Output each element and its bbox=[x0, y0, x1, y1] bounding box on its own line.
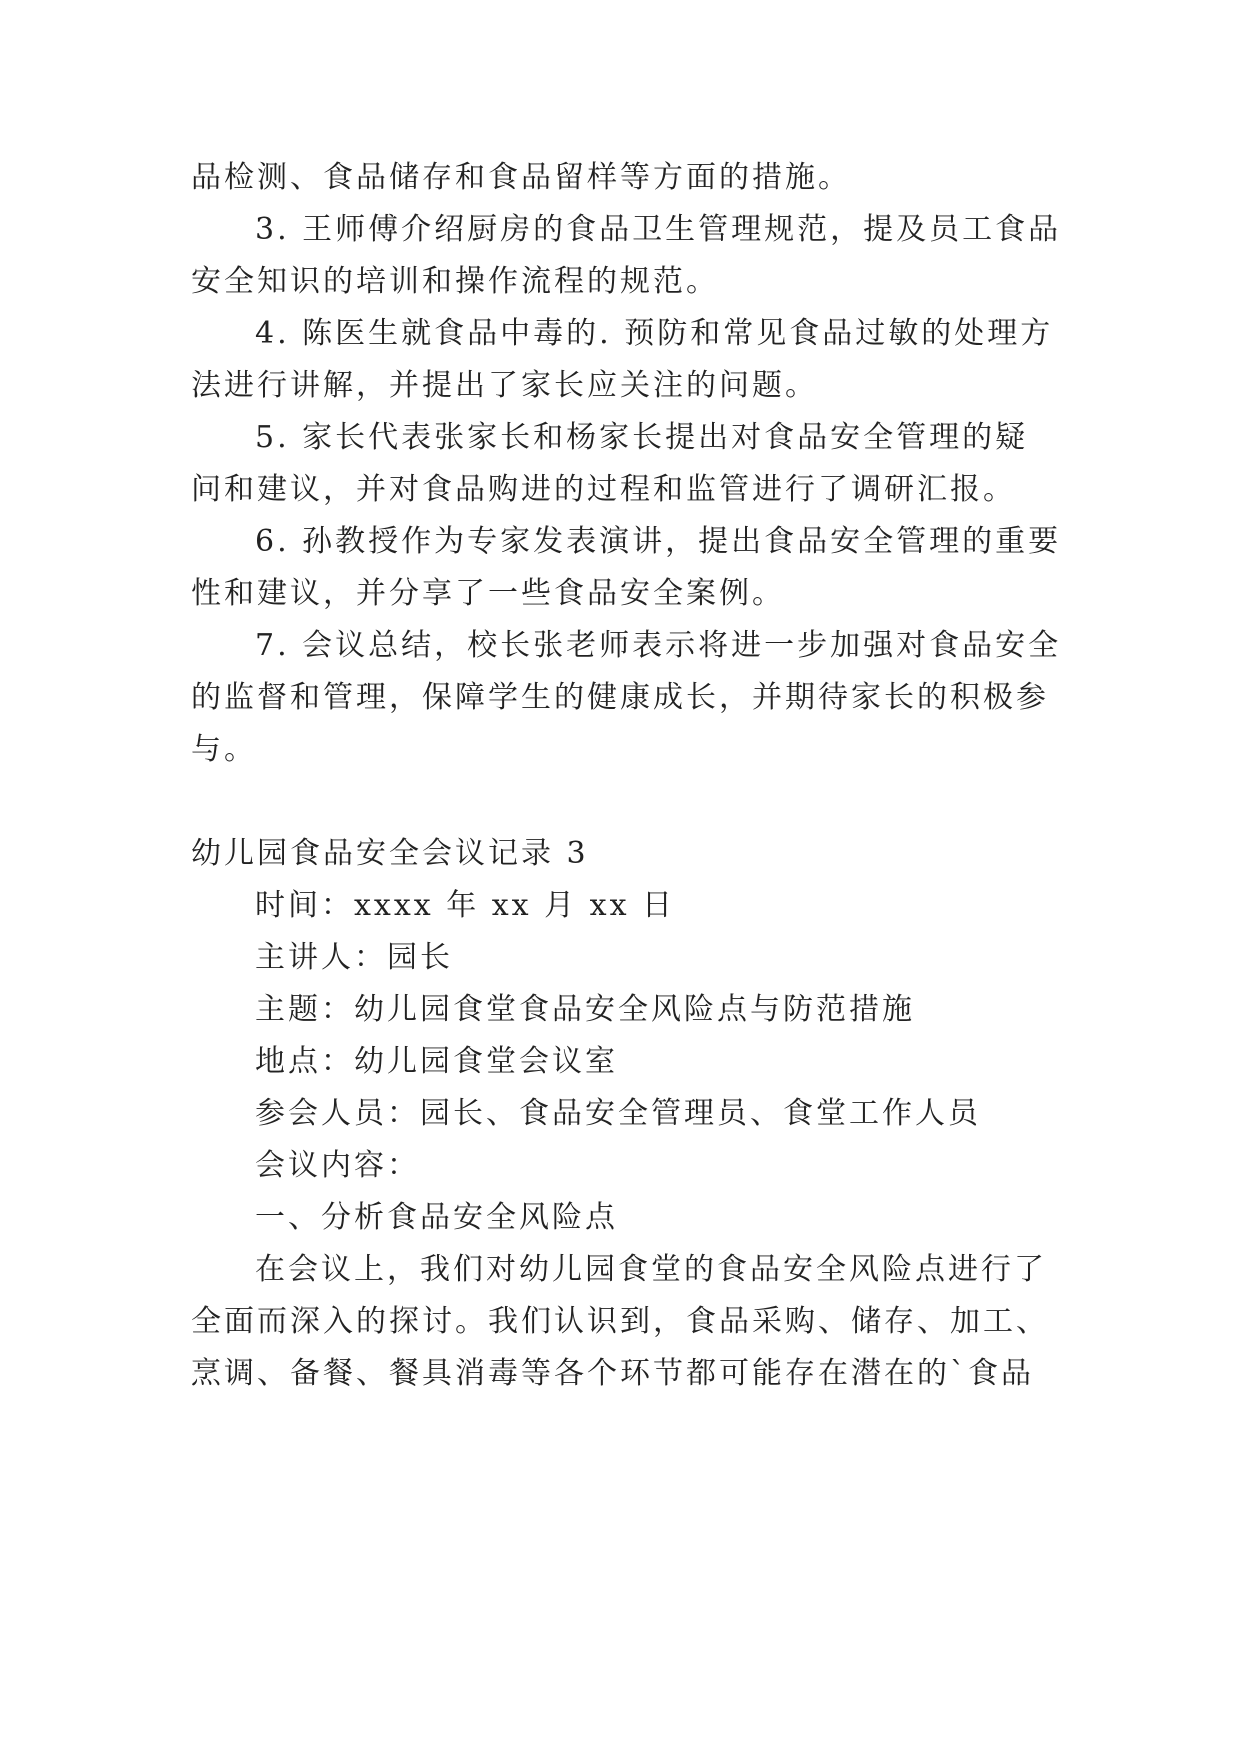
list-item-6-line-2: 性和建议，并分享了一些食品安全案例。 bbox=[191, 576, 785, 611]
meeting-attendees: 参会人员：园长、食品安全管理员、食堂工作人员 bbox=[255, 1096, 981, 1131]
list-item-3-line-1: 3. 王师傅介绍厨房的食品卫生管理规范，提及员工食品 bbox=[255, 212, 1062, 247]
meeting-speaker: 主讲人：园长 bbox=[255, 940, 453, 975]
meeting-topic: 主题：幼儿园食堂食品安全风险点与防范措施 bbox=[255, 992, 915, 1027]
text-line: 品检测、食品储存和食品留样等方面的措施。 bbox=[191, 160, 851, 195]
list-item-4-line-2: 法进行讲解，并提出了家长应关注的问题。 bbox=[191, 368, 818, 403]
paragraph-line-3: 烹调、备餐、餐具消毒等各个环节都可能存在潜在的`食品 bbox=[191, 1356, 1034, 1391]
list-item-7-line-1: 7. 会议总结，校长张老师表示将进一步加强对食品安全 bbox=[255, 628, 1062, 663]
meeting-location: 地点：幼儿园食堂会议室 bbox=[255, 1044, 618, 1079]
list-item-4-line-1: 4. 陈医生就食品中毒的. 预防和常见食品过敏的处理方 bbox=[255, 316, 1054, 351]
list-item-7-line-3: 与。 bbox=[191, 732, 257, 767]
paragraph-line-2: 全面而深入的探讨。我们认识到，食品采购、储存、加工、 bbox=[191, 1304, 1049, 1339]
list-item-7-line-2: 的监督和管理，保障学生的健康成长，并期待家长的积极参 bbox=[191, 680, 1049, 715]
subheading-risk-analysis: 一、分析食品安全风险点 bbox=[255, 1200, 618, 1235]
list-item-6-line-1: 6. 孙教授作为专家发表演讲，提出食品安全管理的重要 bbox=[255, 524, 1062, 559]
list-item-5-line-2: 问和建议，并对食品购进的过程和监管进行了调研汇报。 bbox=[191, 472, 1016, 507]
section-title: 幼儿园食品安全会议记录 3 bbox=[191, 836, 589, 871]
list-item-3-line-2: 安全知识的培训和操作流程的规范。 bbox=[191, 264, 719, 299]
meeting-content-label: 会议内容： bbox=[255, 1148, 420, 1183]
list-item-5-line-1: 5. 家长代表张家长和杨家长提出对食品安全管理的疑 bbox=[255, 420, 1029, 455]
meeting-time: 时间：xxxx 年 xx 月 xx 日 bbox=[255, 888, 676, 923]
paragraph-line-1: 在会议上，我们对幼儿园食堂的食品安全风险点进行了 bbox=[255, 1252, 1047, 1287]
